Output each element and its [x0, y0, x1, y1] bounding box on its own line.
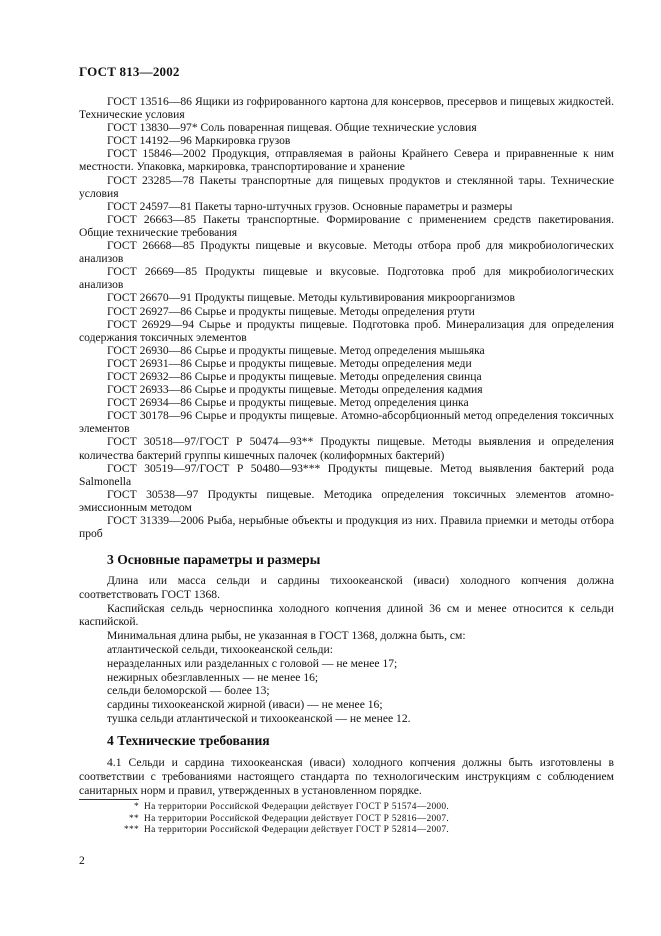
footnote-text: На территории Российской Федерации действует ГОСТ Р 52816—2007. — [144, 813, 450, 824]
footnote-mark: *** — [124, 825, 139, 835]
reference-item: ГОСТ 26927—86 Сырье и продукты пищевые. Методы определения ртути — [107, 304, 475, 318]
page-header-title: ГОСТ 813—2002 — [79, 64, 180, 79]
reference-item: ГОСТ 26932—86 Сырье и продукты пищевые. Методы определения свинца — [107, 369, 482, 383]
footnote-text: На территории Российской Федерации действует ГОСТ Р 51574—2000. — [144, 802, 450, 812]
section-3-paragraph: Минимальная длина рыбы, не указанная в ГОСТ 1368, должна быть, см: — [107, 629, 466, 643]
section-3-paragraph: тушка сельди атлантической и тихоокеанской — не менее 12. — [107, 711, 411, 725]
reference-item: ГОСТ 26931—86 Сырье и продукты пищевые. Методы определения меди — [107, 356, 472, 370]
footnote — [79, 814, 614, 826]
section-4-body — [79, 756, 614, 797]
reference-item: ГОСТ 30518—97/ГОСТ Р 50474—93** Продукты пищевые. Методы выявления и определения количества бактерий группы кишечных палочек (колиформных бактерий) — [79, 435, 614, 462]
section-3-heading: 3 Основные параметры и размеры — [107, 552, 321, 567]
reference-item: ГОСТ 30519—97/ГОСТ Р 50480—93*** Продукты пищевые. Метод выявления бактерий рода Salmonella — [79, 461, 614, 488]
reference-item: ГОСТ 30538—97 Продукты пищевые. Методика определения токсичных элементов атомно-эмиссионным методом — [79, 487, 614, 514]
section-3-paragraph: неразделанных или разделанных с головой — не менее 17; — [107, 656, 398, 670]
reference-item: ГОСТ 14192—96 Маркировка грузов — [107, 134, 291, 148]
footnote-mark: ** — [129, 813, 139, 824]
section-4-heading: 4 Технические требования — [107, 733, 270, 748]
reference-item: ГОСТ 26933—86 Сырье и продукты пищевые. Методы определения кадмия — [107, 383, 483, 397]
footnotes — [79, 802, 614, 837]
footnote-text: На территории Российской Федерации действует ГОСТ Р 52814—2007. — [144, 825, 450, 835]
reference-item: ГОСТ 26670—91 Продукты пищевые. Методы культивирования микроорганизмов — [107, 291, 515, 305]
reference-item: ГОСТ 30178—96 Сырье и продукты пищевые. Атомно-абсорбционный метод определения токсичных элементов — [79, 409, 614, 436]
normative-references-list — [79, 95, 614, 540]
section-3-paragraph: Каспийская сельдь черноспинка холодного копчения длиной 36 см и менее относится к сельди каспийской. — [79, 601, 614, 629]
footnote-mark: * — [134, 802, 139, 812]
reference-item: ГОСТ 26930—86 Сырье и продукты пищевые. Метод определения мышьяка — [107, 343, 485, 357]
reference-item: ГОСТ 26669—85 Продукты пищевые и вкусовые. Подготовка проб для микробиологических анализов — [79, 265, 614, 292]
reference-item: ГОСТ 15846—2002 Продукция, отправляемая в районы Крайнего Севера и приравненные к ним местности. Упаковка, маркировка, транспортирование и хранение — [79, 147, 614, 174]
section-3-paragraph: атлантической сельди, тихоокеанской сельди: — [107, 642, 333, 656]
reference-item: ГОСТ 24597—81 Пакеты тарно-штучных грузов. Основные параметры и размеры — [107, 199, 513, 213]
reference-item: ГОСТ 13830—97* Соль поваренная пищевая. Общие технические условия — [107, 121, 477, 135]
footnote-divider — [79, 799, 139, 800]
page-number: 2 — [79, 854, 85, 867]
section-3-paragraph: нежирных обезглавленных — не менее 16; — [107, 670, 319, 684]
reference-item: ГОСТ 31339—2006 Рыба, нерыбные объекты и продукция из них. Правила приемки и методы отбора проб — [79, 514, 614, 541]
reference-item: ГОСТ 26934—86 Сырье и продукты пищевые. Метод определения цинка — [107, 396, 469, 410]
reference-item: ГОСТ 26668—85 Продукты пищевые и вкусовые. Методы отбора проб для микробиологических анализов — [79, 239, 614, 266]
reference-item: ГОСТ 26663—85 Пакеты транспортные. Формирование с применением средств пакетирования. Общие технические требования — [79, 212, 614, 239]
reference-item: ГОСТ 26929—94 Сырье и продукты пищевые. Подготовка проб. Минерализация для определения содержания токсичных элементов — [79, 317, 614, 344]
section-3-paragraph: Длина или масса сельди и сардины тихоокеанской (иваси) холодного копчения должна соответствовать ГОСТ 1368. — [79, 574, 614, 601]
section-3-paragraph: сардины тихоокеанской жирной (иваси) — не менее 16; — [107, 698, 383, 712]
reference-item: ГОСТ 13516—86 Ящики из гофрированного картона для консервов, пресервов и пищевых жидкостей. Технические условия — [79, 95, 614, 122]
section-4-paragraph: 4.1 Сельди и сардина тихоокеанская (иваси) холодного копчения должны быть изготовлены в соответствии с требованиями настоящего стандарта по технологическим инструкциям с соблюдением санитарных норм и правил, утвержденных в установленном порядке. — [79, 756, 614, 797]
footnote — [79, 802, 614, 814]
section-3-body — [79, 574, 614, 726]
footnote — [79, 825, 614, 837]
reference-item: ГОСТ 23285—78 Пакеты транспортные для пищевых продуктов и стеклянной тары. Технические условия — [79, 173, 614, 200]
section-3-paragraph: сельди беломорской — более 13; — [107, 684, 270, 698]
